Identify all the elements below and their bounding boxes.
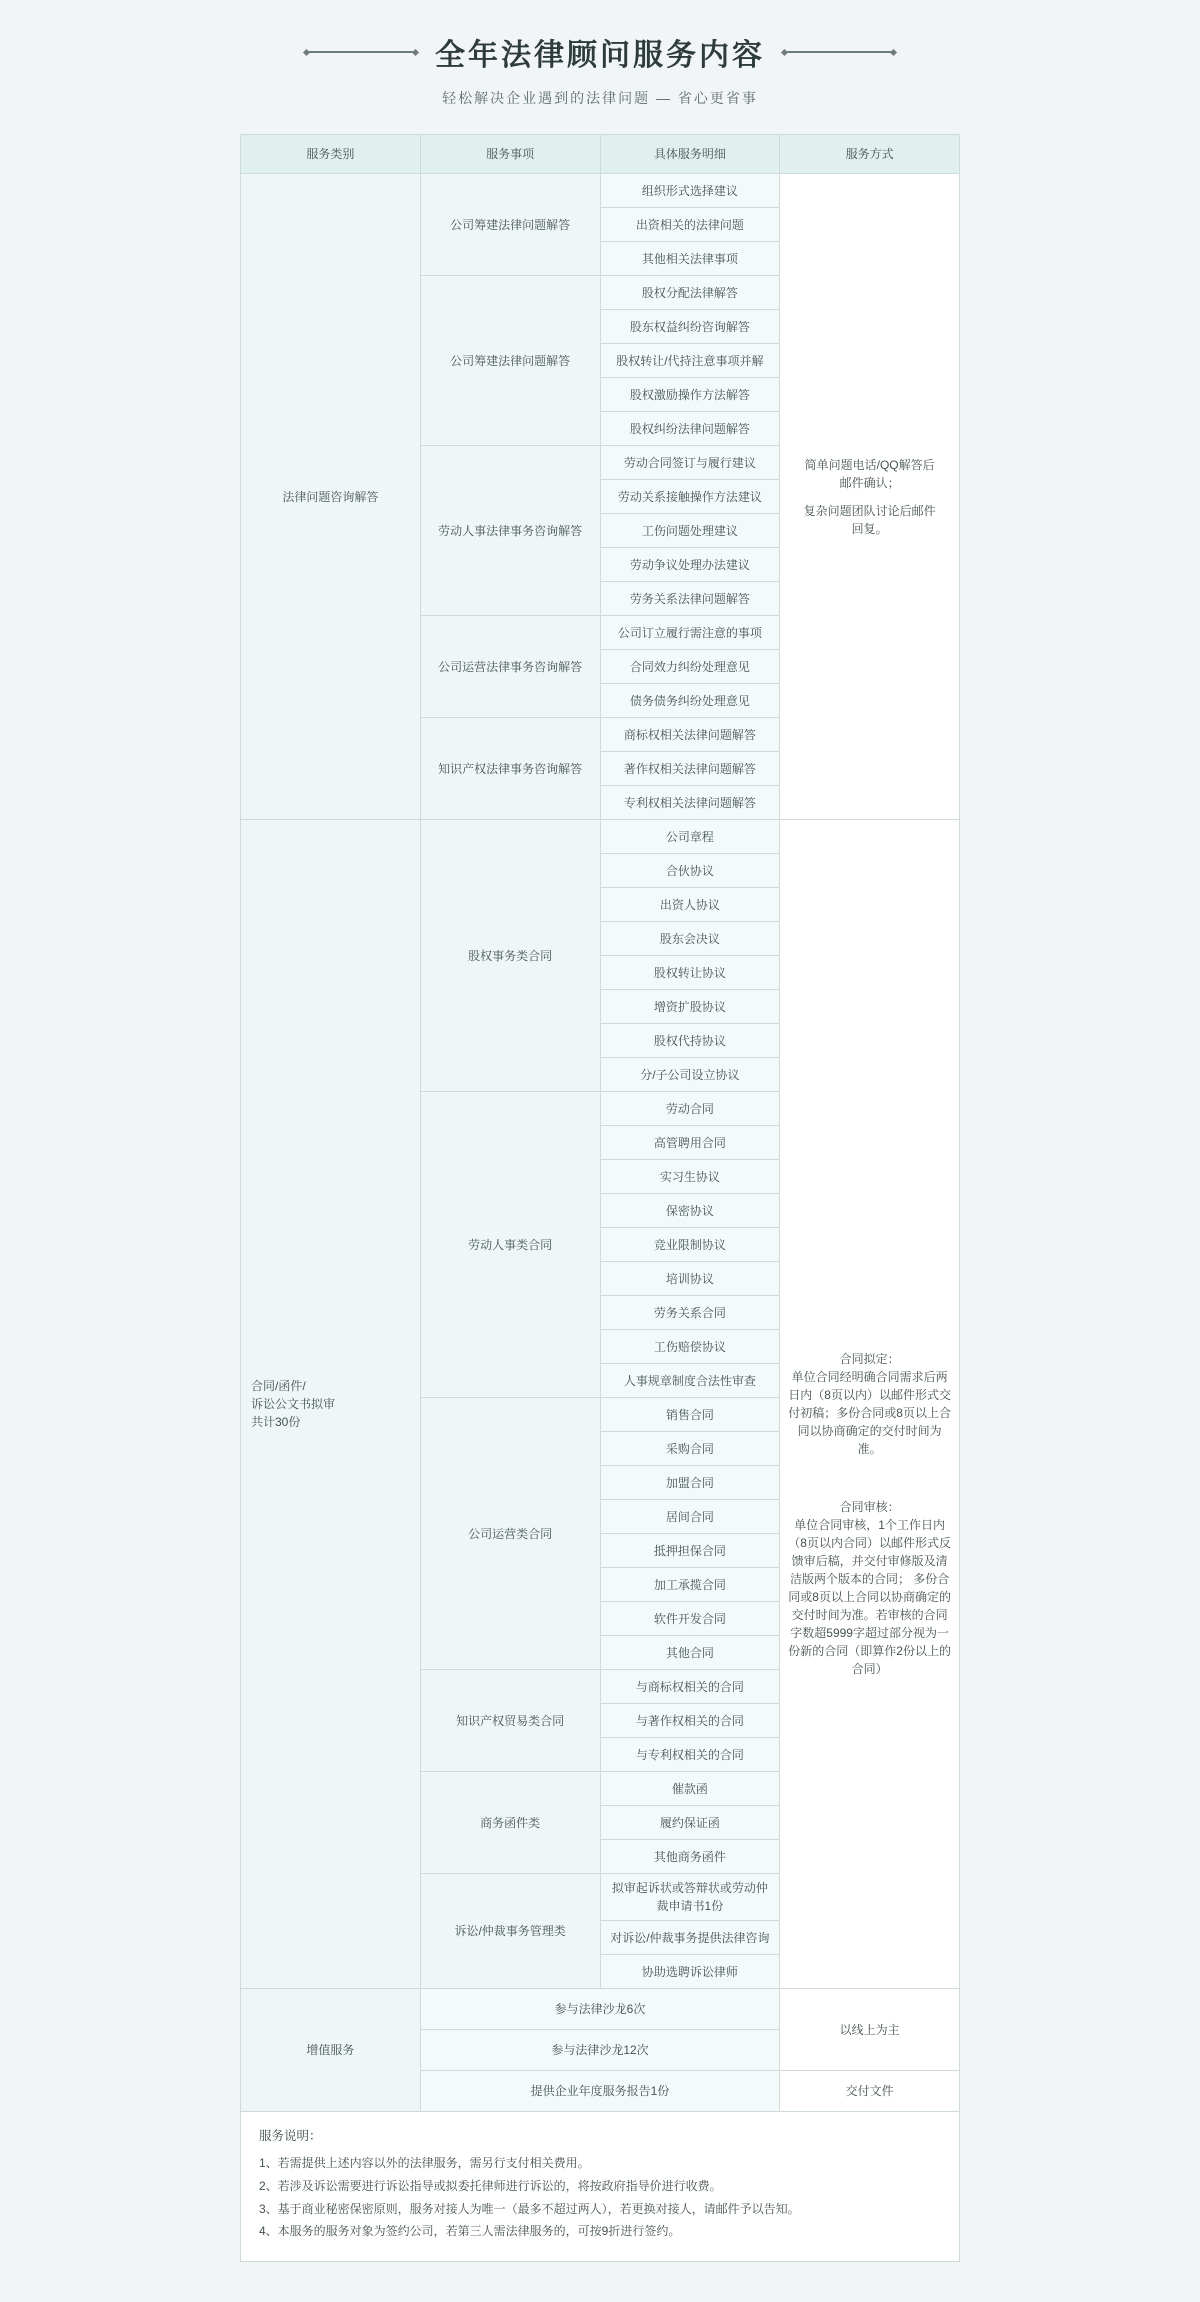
item-cell: 知识产权法律事务咨询解答 (420, 718, 600, 820)
title-rule-right (783, 51, 895, 53)
service-table-wrap (240, 134, 960, 2112)
method-text-2 (786, 502, 953, 538)
list-item: 3、基于商业秘密保密原则，服务对接人为唯一（最多不超过两人），若更换对接人，请邮件予以告知。 (259, 2201, 800, 2216)
column-header-item: 服务事项 (420, 135, 600, 174)
detail-cell: 其他商务函件 (600, 1840, 780, 1874)
category-cell-value-added: 增值服务 (241, 1989, 421, 2112)
item-cell: 商务函件类 (420, 1772, 600, 1874)
detail-cell: 对诉讼/仲裁事务提供法律咨询 (600, 1921, 780, 1955)
category-line: 共计30份 (251, 1415, 301, 1429)
detail-cell: 劳动关系接触操作方法建议 (600, 480, 780, 514)
detail-cell: 股权激励操作方法解答 (600, 378, 780, 412)
detail-cell: 出资人协议 (600, 888, 780, 922)
method-review (786, 1498, 953, 1678)
detail-cell: 股权代持协议 (600, 1024, 780, 1058)
detail-cell: 加盟合同 (600, 1466, 780, 1500)
column-header-detail: 具体服务明细 (600, 135, 780, 174)
method-drafting-body: 单位合同经明确合同需求后两日内（8页以内）以邮件形式交付初稿；多份合同或8页以上合同以协商确定的交付时间为准。 (788, 1370, 951, 1456)
detail-cell: 软件开发合同 (600, 1602, 780, 1636)
detail-cell: 股东权益纠纷咨询解答 (600, 310, 780, 344)
detail-cell: 工伤赔偿协议 (600, 1330, 780, 1364)
detail-cell: 人事规章制度合法性审查 (600, 1364, 780, 1398)
table-body (241, 174, 960, 2112)
detail-cell: 股权纠纷法律问题解答 (600, 412, 780, 446)
service-notes (240, 2112, 960, 2262)
method-drafting-title: 合同拟定： (839, 1352, 900, 1366)
column-header-method: 服务方式 (780, 135, 960, 174)
list-item: 1、若需提供上述内容以外的法律服务，需另行支付相关费用。 (259, 2156, 590, 2170)
detail-cell: 参与法律沙龙12次 (420, 2030, 780, 2071)
method-review-body: 单位合同审核，1个工作日内（8页以内合同）以邮件形式反馈审后稿，并交付审修版及清洁版两个版本的合同； 多份合同或8页以上合同以协商确定的交付时间为准。若审核的合同字数超5999字超过部分视为一份新的合同（即算作2份以上的合同） (788, 1518, 951, 1676)
detail-cell: 履约保证函 (600, 1806, 780, 1840)
page-header (0, 30, 1200, 108)
method-cell-deliverable: 交付文件 (780, 2071, 960, 2112)
detail-cell: 销售合同 (600, 1398, 780, 1432)
detail-cell: 其他相关法律事项 (600, 242, 780, 276)
item-cell: 劳动人事法律事务咨询解答 (420, 446, 600, 616)
detail-cell: 合伙协议 (600, 854, 780, 888)
method-line: 邮件确认； (839, 475, 900, 490)
detail-cell: 出资相关的法律问题 (600, 208, 780, 242)
detail-cell: 拟审起诉状或答辩状或劳动仲裁申请书1份 (600, 1874, 780, 1921)
method-cell-consulting (780, 174, 960, 820)
detail-cell: 分/子公司设立协议 (600, 1058, 780, 1092)
item-cell: 公司运营法律事务咨询解答 (420, 616, 600, 718)
list-item: 4、本服务的服务对象为签约公司，若第三人需法律服务的，可按9折进行签约。 (259, 2224, 681, 2239)
detail-cell: 高管聘用合同 (600, 1126, 780, 1160)
detail-cell: 采购合同 (600, 1432, 780, 1466)
method-text-1 (786, 456, 953, 492)
detail-cell: 培训协议 (600, 1262, 780, 1296)
detail-cell: 劳动争议处理办法建议 (600, 548, 780, 582)
item-cell: 股权事务类合同 (420, 820, 600, 1092)
detail-cell: 实习生协议 (600, 1160, 780, 1194)
detail-cell: 股东会决议 (600, 922, 780, 956)
detail-cell: 著作权相关法律问题解答 (600, 752, 780, 786)
detail-cell: 公司订立履行需注意的事项 (600, 616, 780, 650)
table-row (241, 1989, 960, 2030)
method-line: 回复。 (851, 521, 888, 536)
detail-cell: 股权转让协议 (600, 956, 780, 990)
detail-cell: 劳务关系法律问题解答 (600, 582, 780, 616)
detail-cell: 参与法律沙龙6次 (420, 1989, 780, 2030)
detail-cell: 竞业限制协议 (600, 1228, 780, 1262)
method-drafting (786, 1350, 953, 1458)
detail-cell: 增资扩股协议 (600, 990, 780, 1024)
method-review-title: 合同审核： (839, 1500, 900, 1514)
detail-cell: 与商标权相关的合同 (600, 1670, 780, 1704)
detail-cell: 债务债务纠纷处理意见 (600, 684, 780, 718)
category-cell-consulting: 法律问题咨询解答 (241, 174, 421, 820)
method-line: 复杂问题团队讨论后邮件 (803, 503, 936, 518)
category-line: 合同/函件/ (251, 1379, 306, 1393)
category-line: 诉讼公文书拟审 (251, 1397, 336, 1411)
method-cell-contracts (780, 820, 960, 1989)
service-table (240, 134, 960, 2112)
detail-cell: 与著作权相关的合同 (600, 1704, 780, 1738)
notes-title: 服务说明： (259, 2129, 322, 2143)
detail-cell: 劳务关系合同 (600, 1296, 780, 1330)
detail-cell: 劳动合同签订与履行建议 (600, 446, 780, 480)
detail-cell: 提供企业年度服务报告1份 (420, 2071, 780, 2112)
detail-cell: 协助选聘诉讼律师 (600, 1955, 780, 1989)
detail-cell: 加工承揽合同 (600, 1568, 780, 1602)
title-row (0, 30, 1200, 74)
detail-cell: 股权分配法律解答 (600, 276, 780, 310)
detail-cell: 股权转让/代持注意事项并解 (600, 344, 780, 378)
page-title: 全年法律顾问服务内容 (435, 39, 765, 72)
item-cell: 劳动人事类合同 (420, 1092, 600, 1398)
method-spacer (786, 1130, 953, 1350)
detail-cell: 专利权相关法律问题解答 (600, 786, 780, 820)
page-subtitle: 轻松解决企业遇到的法律问题 — 省心更省事 (442, 90, 758, 106)
detail-cell: 工伤问题处理建议 (600, 514, 780, 548)
table-row (241, 820, 960, 854)
detail-cell: 与专利权相关的合同 (600, 1738, 780, 1772)
item-cell: 知识产权贸易类合同 (420, 1670, 600, 1772)
detail-cell: 抵押担保合同 (600, 1534, 780, 1568)
list-item: 2、若涉及诉讼需要进行诉讼指导或拟委托律师进行诉讼的，将按政府指导价进行收费。 (259, 2178, 722, 2193)
item-cell: 公司筹建法律问题解答 (420, 276, 600, 446)
method-line: 简单问题电话/QQ解答后 (804, 457, 935, 472)
item-cell: 公司筹建法律问题解答 (420, 174, 600, 276)
method-cell-online: 以线上为主 (780, 1989, 960, 2071)
detail-cell: 其他合同 (600, 1636, 780, 1670)
title-rule-left (305, 51, 417, 53)
table-row (241, 174, 960, 208)
table-head (241, 135, 960, 174)
item-cell: 诉讼/仲裁事务管理类 (420, 1874, 600, 1989)
method-spacer-2 (786, 1468, 953, 1498)
detail-cell: 公司章程 (600, 820, 780, 854)
detail-cell: 保密协议 (600, 1194, 780, 1228)
category-cell-contracts (241, 820, 421, 1989)
table-header-row (241, 135, 960, 174)
detail-cell: 商标权相关法律问题解答 (600, 718, 780, 752)
detail-cell: 居间合同 (600, 1500, 780, 1534)
column-header-category: 服务类别 (241, 135, 421, 174)
notes-list (259, 2152, 941, 2243)
detail-cell: 组织形式选择建议 (600, 174, 780, 208)
detail-cell: 催款函 (600, 1772, 780, 1806)
detail-cell: 劳动合同 (600, 1092, 780, 1126)
item-cell: 公司运营类合同 (420, 1398, 600, 1670)
detail-cell: 合同效力纠纷处理意见 (600, 650, 780, 684)
